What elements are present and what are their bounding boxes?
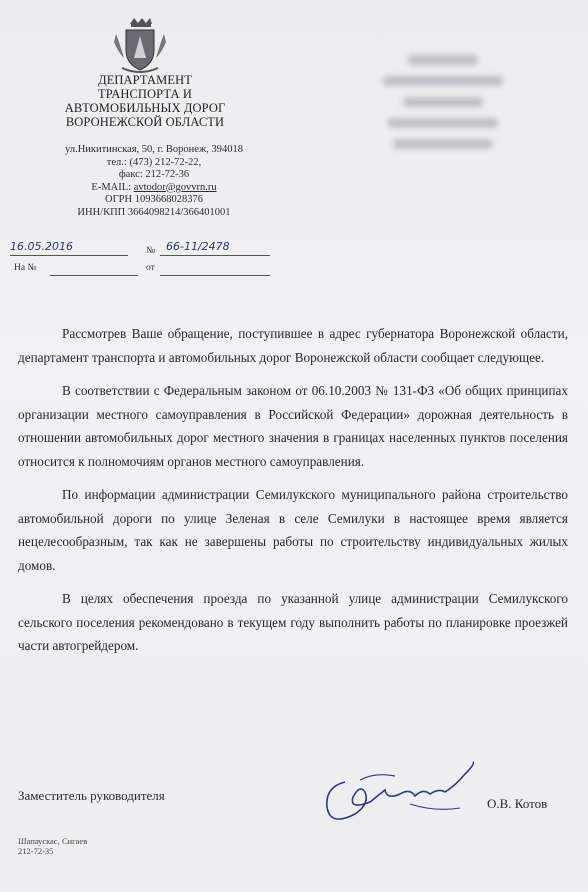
body-paragraph: Рассмотрев Ваше обращение, поступившее в адрес губернатора Воронежской области, департамент транспорта и автомобильных дорог Воронежской области сообщает следующее. <box>18 326 568 365</box>
department-line: АВТОМОБИЛЬНЫХ ДОРОГ <box>64 101 226 115</box>
body-paragraph: По информации администрации Семилукского муниципального района строительство автомобильной дороги по улице Зеленая в селе Семилуки в настоящее время является нецелесообразным, так как не завершены работы по строительству индивидуальных жилых домов. <box>18 487 568 573</box>
letter-body <box>18 322 568 668</box>
body-paragraph: В соответствии с Федеральным законом от 06.10.2003 № 131-ФЗ «Об общих принципах организации местного самоуправления в Российской Федерации» дорожная деятельность в отношении автомобильных дорог местного значения в границах населенных пунктов поселения относится к полномочиям органов местного самоуправления. <box>18 383 568 469</box>
department-name <box>40 73 250 129</box>
email-label: E-MAIL: <box>91 181 132 193</box>
department-line: ДЕПАРТАМЕНТ <box>98 73 192 87</box>
ogrn: ОГРН 1093668028376 <box>105 194 203 205</box>
signer-title: Заместитель руководителя <box>18 788 165 803</box>
address: ул.Никитинская, 50, г. Воронеж, 394018 <box>65 144 243 155</box>
number-sign: № <box>146 246 156 256</box>
signer-name: О.В. Котов <box>487 796 548 811</box>
number-underline <box>160 255 270 256</box>
letter-number: 66-11/2478 <box>166 240 230 253</box>
department-contacts <box>28 144 280 219</box>
from-label: от <box>146 263 155 273</box>
handwritten-signature <box>315 752 485 832</box>
reply-to-label: На № <box>14 263 37 273</box>
coat-of-arms-emblem <box>108 14 172 78</box>
department-line: ВОРОНЕЖСКОЙ ОБЛАСТИ <box>65 115 225 129</box>
redacted-recipient-block <box>355 55 530 160</box>
executor-phone: 212-72-35 <box>18 846 54 856</box>
body-paragraph: В целях обеспечения проезда по указанной улице администрации Семилукского сельского поселения рекомендовано в текущем году выполнить работы по планировке проезжей части автогрейдером. <box>18 591 568 653</box>
reply-to-underline <box>50 275 138 276</box>
letter-date: 16.05.2016 <box>10 240 73 253</box>
email-link[interactable]: avtodor@govvrn.ru <box>133 181 217 193</box>
email-line <box>28 182 280 195</box>
from-underline <box>160 275 270 276</box>
executor-info <box>18 836 87 856</box>
executor-name: Шапаускас, Сигаев <box>18 836 88 846</box>
department-line: ТРАНСПОРТА И <box>98 87 192 101</box>
fax: факс: 212-72-36 <box>118 169 190 180</box>
phone: тел.: (473) 212-72-22, <box>106 156 202 168</box>
date-underline <box>10 255 128 256</box>
registration-block <box>10 236 280 276</box>
inn-kpp: ИНН/КПП 3664098214/366401001 <box>77 206 231 218</box>
